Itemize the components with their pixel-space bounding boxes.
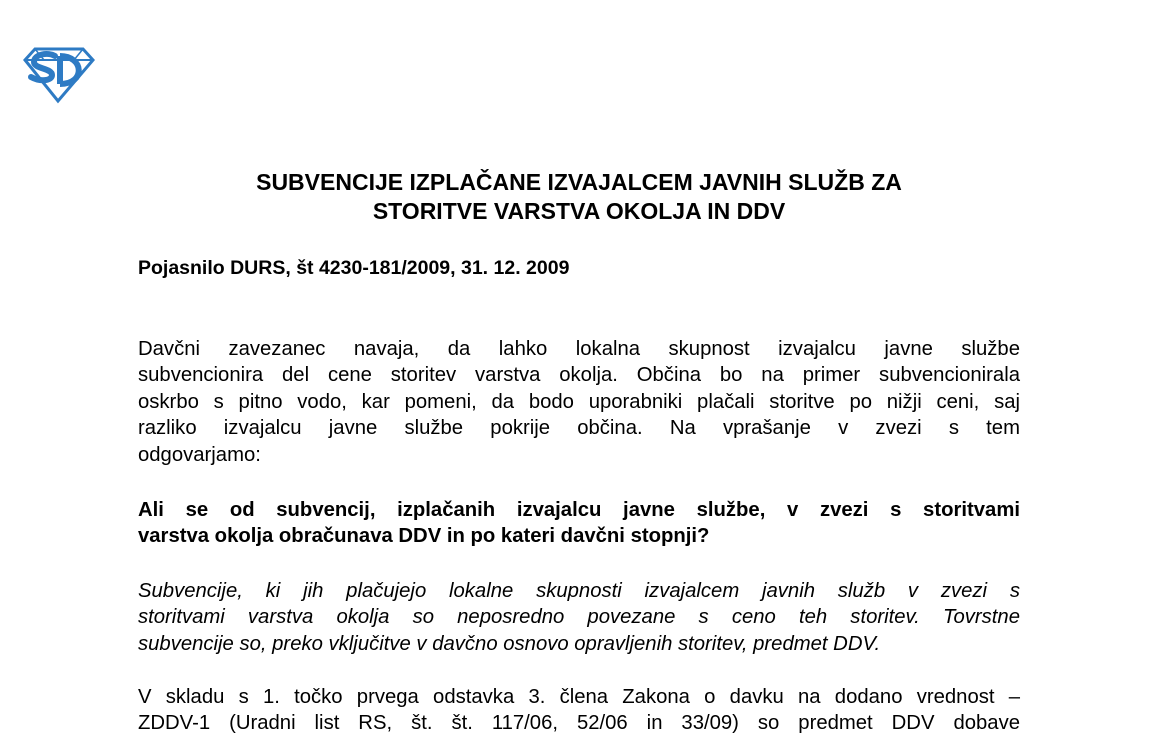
text-line: storitvami varstva okolja so neposredno povezane s ceno teh storitev. Tovrstne [138, 606, 1020, 629]
text-line: oskrbo s pitno vodo, kar pomeni, da bodo uporabniki plačali storitve po nižji ceni, saj [138, 390, 1020, 413]
text-line: odgovarjamo: [138, 443, 261, 466]
title-line: SUBVENCIJE IZPLAČANE IZVAJALCEM JAVNIH SLUŽB ZA [256, 169, 902, 195]
document-title [138, 168, 1020, 226]
paragraph-question [138, 497, 1020, 550]
text-line: Subvencije, ki jih plačujejo lokalne skupnosti izvajalcem javnih služb v zvezi s [138, 580, 1020, 602]
paragraph-intro [138, 336, 1020, 468]
text-line: subvencionira del cene storitev varstva okolja. Občina bo na primer subvencionirala [138, 364, 1020, 387]
text-line: subvencije so, preko vključitve v davčno osnovo opravljenih storitev, predmet DDV. [138, 632, 881, 655]
text-line: ZDDV-1 (Uradni list RS, št. št. 117/06, 52/06 in 33/09) so predmet DDV dobave [138, 712, 1020, 735]
text-line: Davčni zavezanec navaja, da lahko lokalna skupnost izvajalcu javne službe [138, 338, 1020, 360]
text-line: Ali se od subvencij, izplačanih izvajalcu javne službe, v zvezi s storitvami [138, 499, 1020, 521]
document-subheading: Pojasnilo DURS, št 4230-181/2009, 31. 12. 2009 [138, 257, 570, 279]
title-line: STORITVE VARSTVA OKOLJA IN DDV [372, 198, 786, 224]
text-line: razliko izvajalcu javne službe pokrije občina. Na vprašanje v zvezi s tem [138, 417, 1020, 440]
paragraph-legal-basis [138, 684, 1020, 737]
text-line: V skladu s 1. točko prvega odstavka 3. člena Zakona o davku na dodano vrednost – [138, 686, 1020, 708]
paragraph-answer [138, 578, 1020, 657]
sd-shield-logo-icon [22, 46, 96, 104]
text-line: varstva okolja obračunava DDV in po kateri davčni stopnji? [138, 525, 710, 548]
